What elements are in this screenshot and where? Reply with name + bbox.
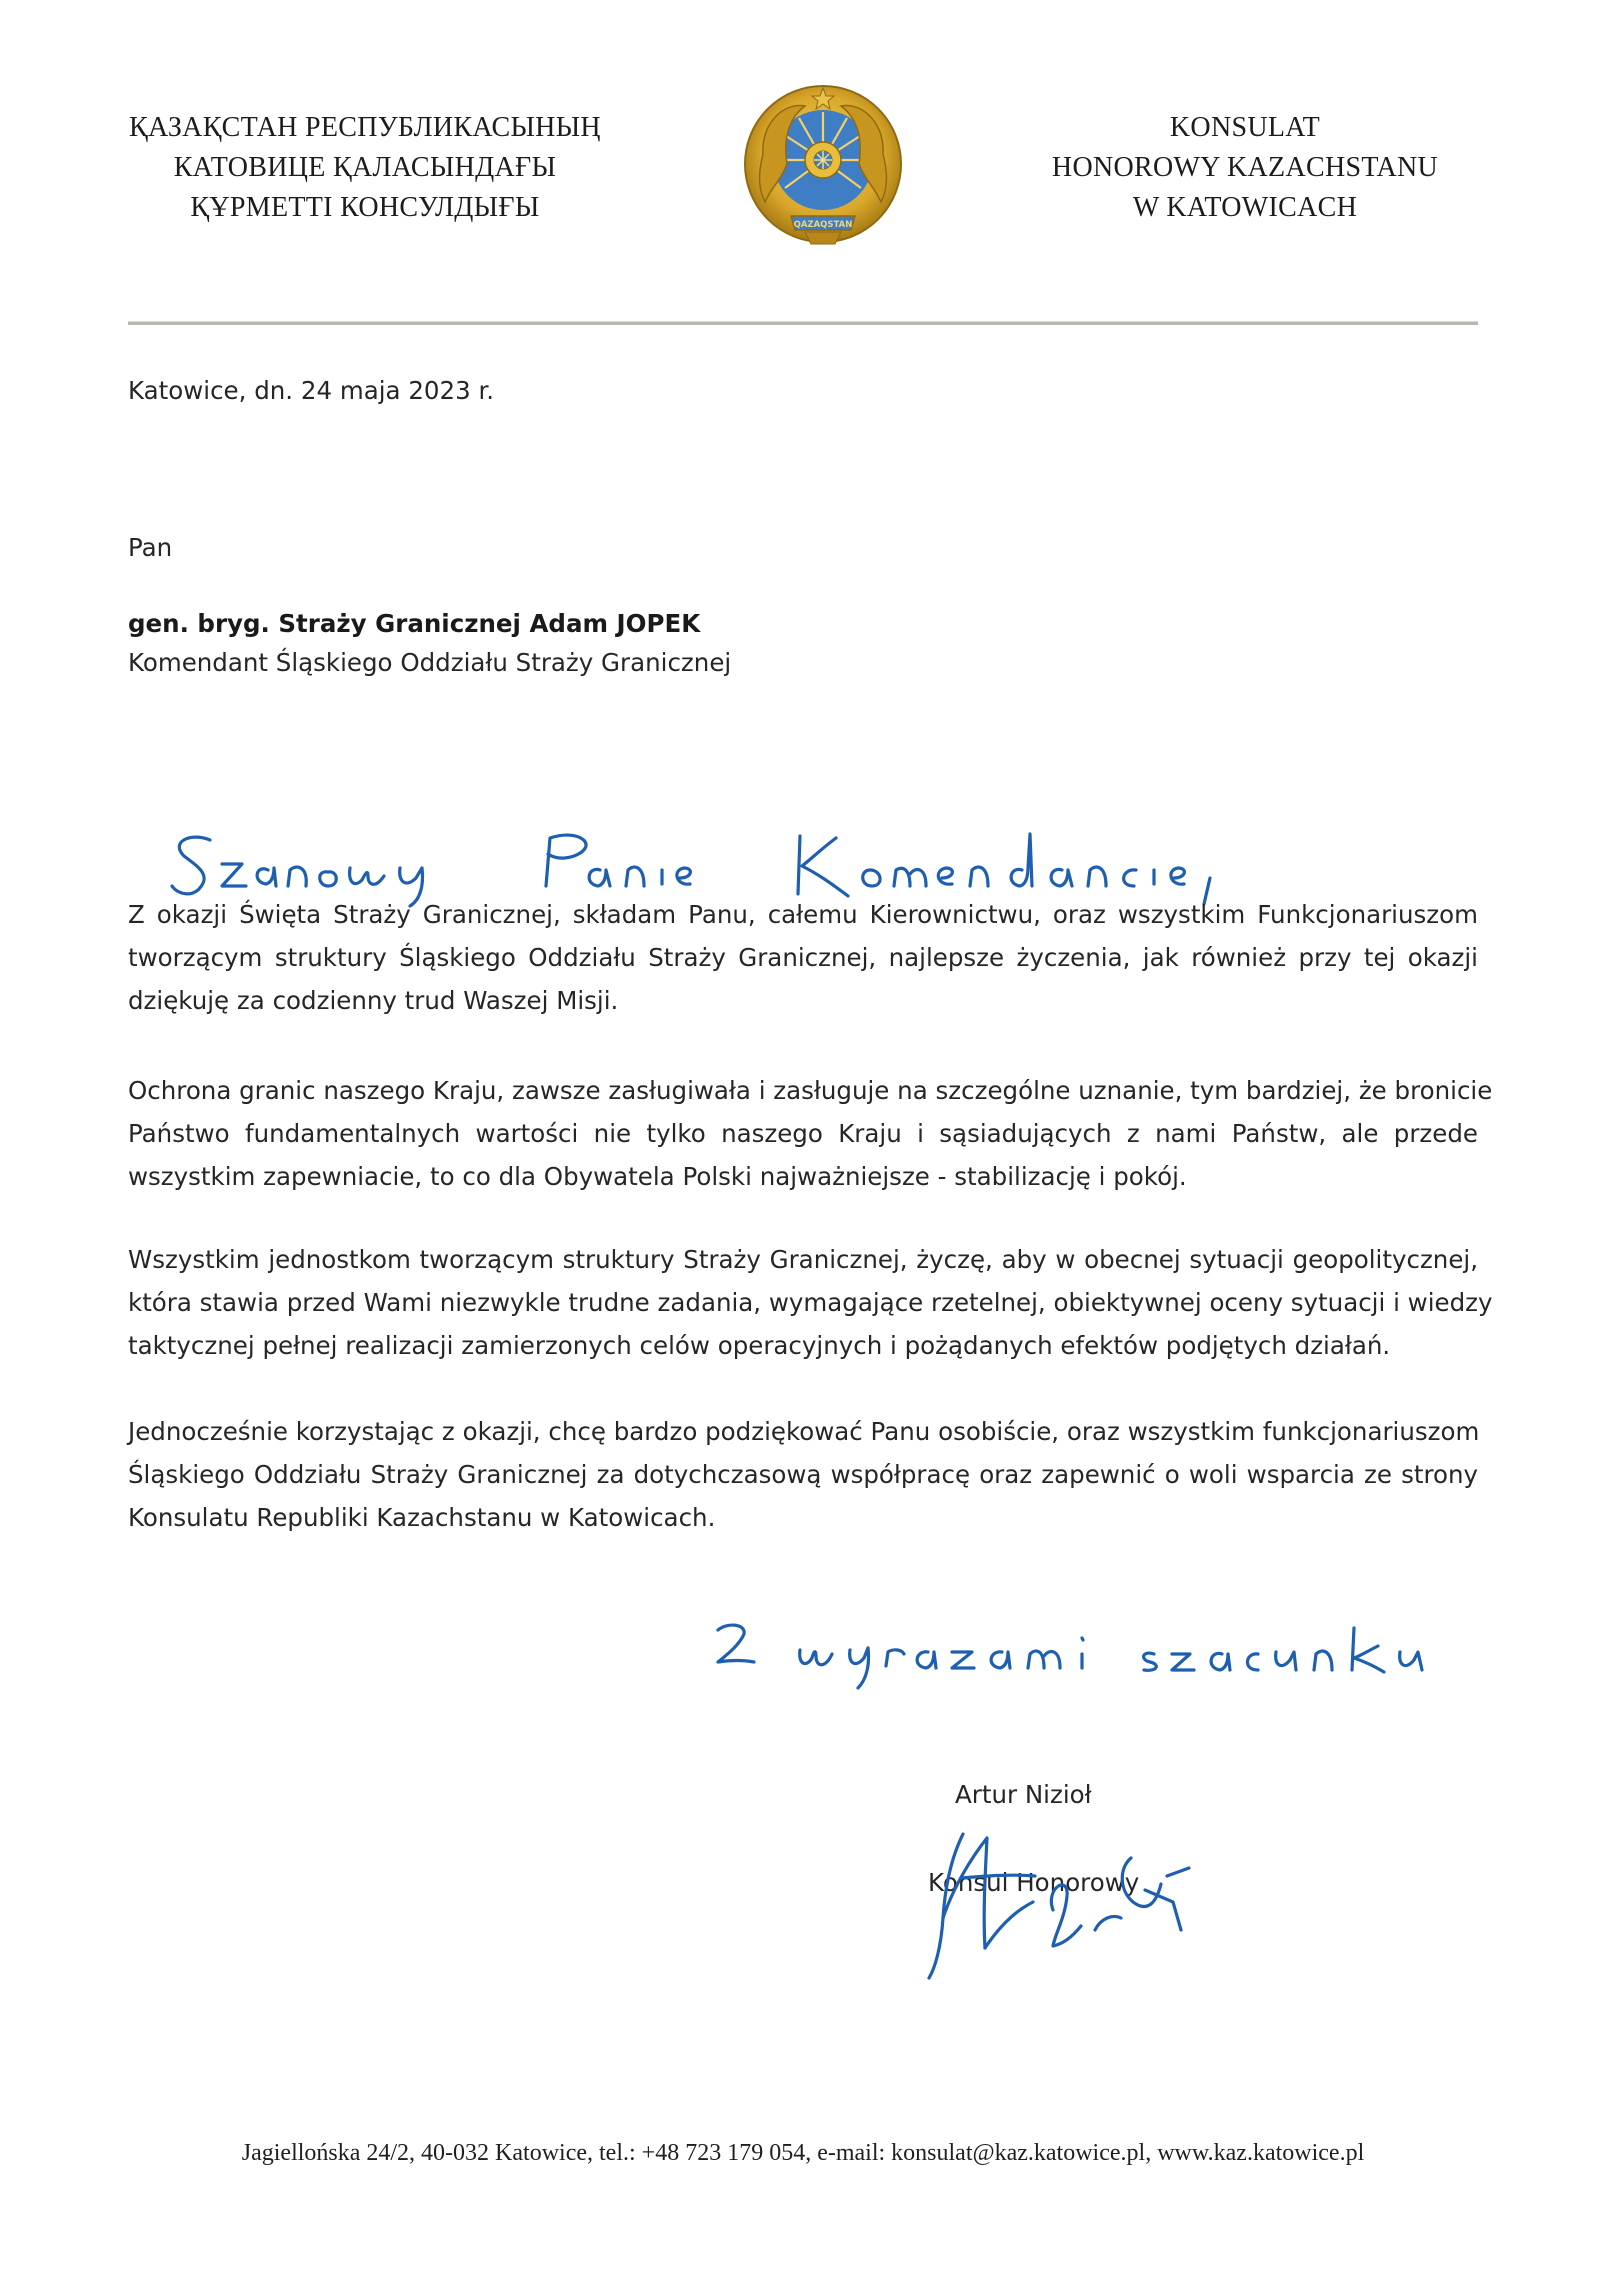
letterhead-kazakh-line: ҚАЗАҚСТАН РЕСПУБЛИКАСЫНЫҢ	[129, 112, 601, 143]
paragraph	[128, 1238, 1493, 1367]
paragraph-line: Państwo fundamentalnych wartości nie tylko naszego Kraju i sąsiadujących z nami Państw, ale przede	[128, 1119, 1478, 1148]
state-emblem-icon	[742, 84, 904, 250]
letterhead-divider	[128, 321, 1478, 325]
signer-name: Artur Nizioł	[955, 1780, 1092, 1809]
paragraph-line: Śląskiego Oddziału Straży Granicznej za dotychczasową współpracę oraz zapewnić o woli wsparcia ze strony	[128, 1460, 1478, 1489]
paragraph-line: taktycznej pełnej realizacji zamierzonych celów operacyjnych i pożądanych efektów podjętych działań.	[128, 1331, 1391, 1360]
paragraph-line: dziękuję za codzienny trud Waszej Misji.	[128, 986, 619, 1015]
letter-date: Katowice, dn. 24 maja 2023 r.	[128, 376, 495, 405]
signer-role: Konsul Honorowy	[928, 1868, 1140, 1897]
letterhead-kazakh	[100, 108, 630, 228]
paragraph-line: Wszystkim jednostkom tworzącym struktury Straży Granicznej, życzę, aby w obecnej sytuacji geopolitycznej,	[128, 1245, 1478, 1274]
paragraph-line: Ochrona granic naszego Kraju, zawsze zasługiwała i zasługuje na szczególne uznanie, tym bardziej, że bronicie	[128, 1076, 1493, 1105]
paragraph-line: Z okazji Święta Straży Granicznej, składam Panu, całemu Kierownictwu, oraz wszystkim Funkcjonariuszom	[128, 900, 1478, 929]
letterhead-kazakh-line: ҚҰРМЕТТІ КОНСУЛДЫҒЫ	[190, 192, 540, 223]
salutation: Pan	[128, 533, 173, 562]
letter-footer: Jagiellońska 24/2, 40-032 Katowice, tel.: +48 723 179 054, e-mail: konsulat@kaz.katowice.pl, www.kaz.katowice.pl	[241, 2140, 1365, 2166]
signature	[905, 1818, 1215, 1988]
paragraph-line: Konsulatu Republiki Kazachstanu w Katowicach.	[128, 1503, 716, 1532]
letterhead-polish-line: W KATOWICACH	[1132, 192, 1358, 223]
handwritten-closing	[710, 1610, 1430, 1700]
letterhead-polish-line: KONSULAT	[1169, 112, 1321, 143]
recipient-name: gen. bryg. Straży Granicznej Adam JOPEK	[128, 609, 701, 638]
paragraph-line: tworzącym struktury Śląskiego Oddziału Straży Granicznej, najlepsze życzenia, jak również przy tej okazji	[128, 943, 1478, 972]
paragraph-line: Jednocześnie korzystając z okazji, chcę bardzo podziękować Panu osobiście, oraz wszystkim funkcjonariuszom	[128, 1417, 1480, 1446]
letterhead-polish	[1010, 108, 1480, 228]
recipient-title: Komendant Śląskiego Oddziału Straży Granicznej	[128, 648, 732, 677]
paragraph	[128, 1069, 1493, 1198]
paragraph-line: wszystkim zapewniacie, to co dla Obywatela Polski najważniejsze - stabilizację i pokój.	[128, 1162, 1187, 1191]
letterhead-polish-line: HONOROWY KAZACHSTANU	[1051, 152, 1439, 183]
emblem-label: QAZAQSTAN	[793, 220, 853, 230]
paragraph-line: która stawia przed Wami niezwykle trudne zadania, wymagające rzetelnej, obiektywnej oceny sytuacji i wiedzy	[128, 1288, 1493, 1317]
paragraph	[128, 1410, 1478, 1539]
letterhead-kazakh-line: КАТОВИЦЕ ҚАЛАСЫНДАҒЫ	[173, 152, 557, 183]
paragraph	[128, 893, 1478, 1022]
